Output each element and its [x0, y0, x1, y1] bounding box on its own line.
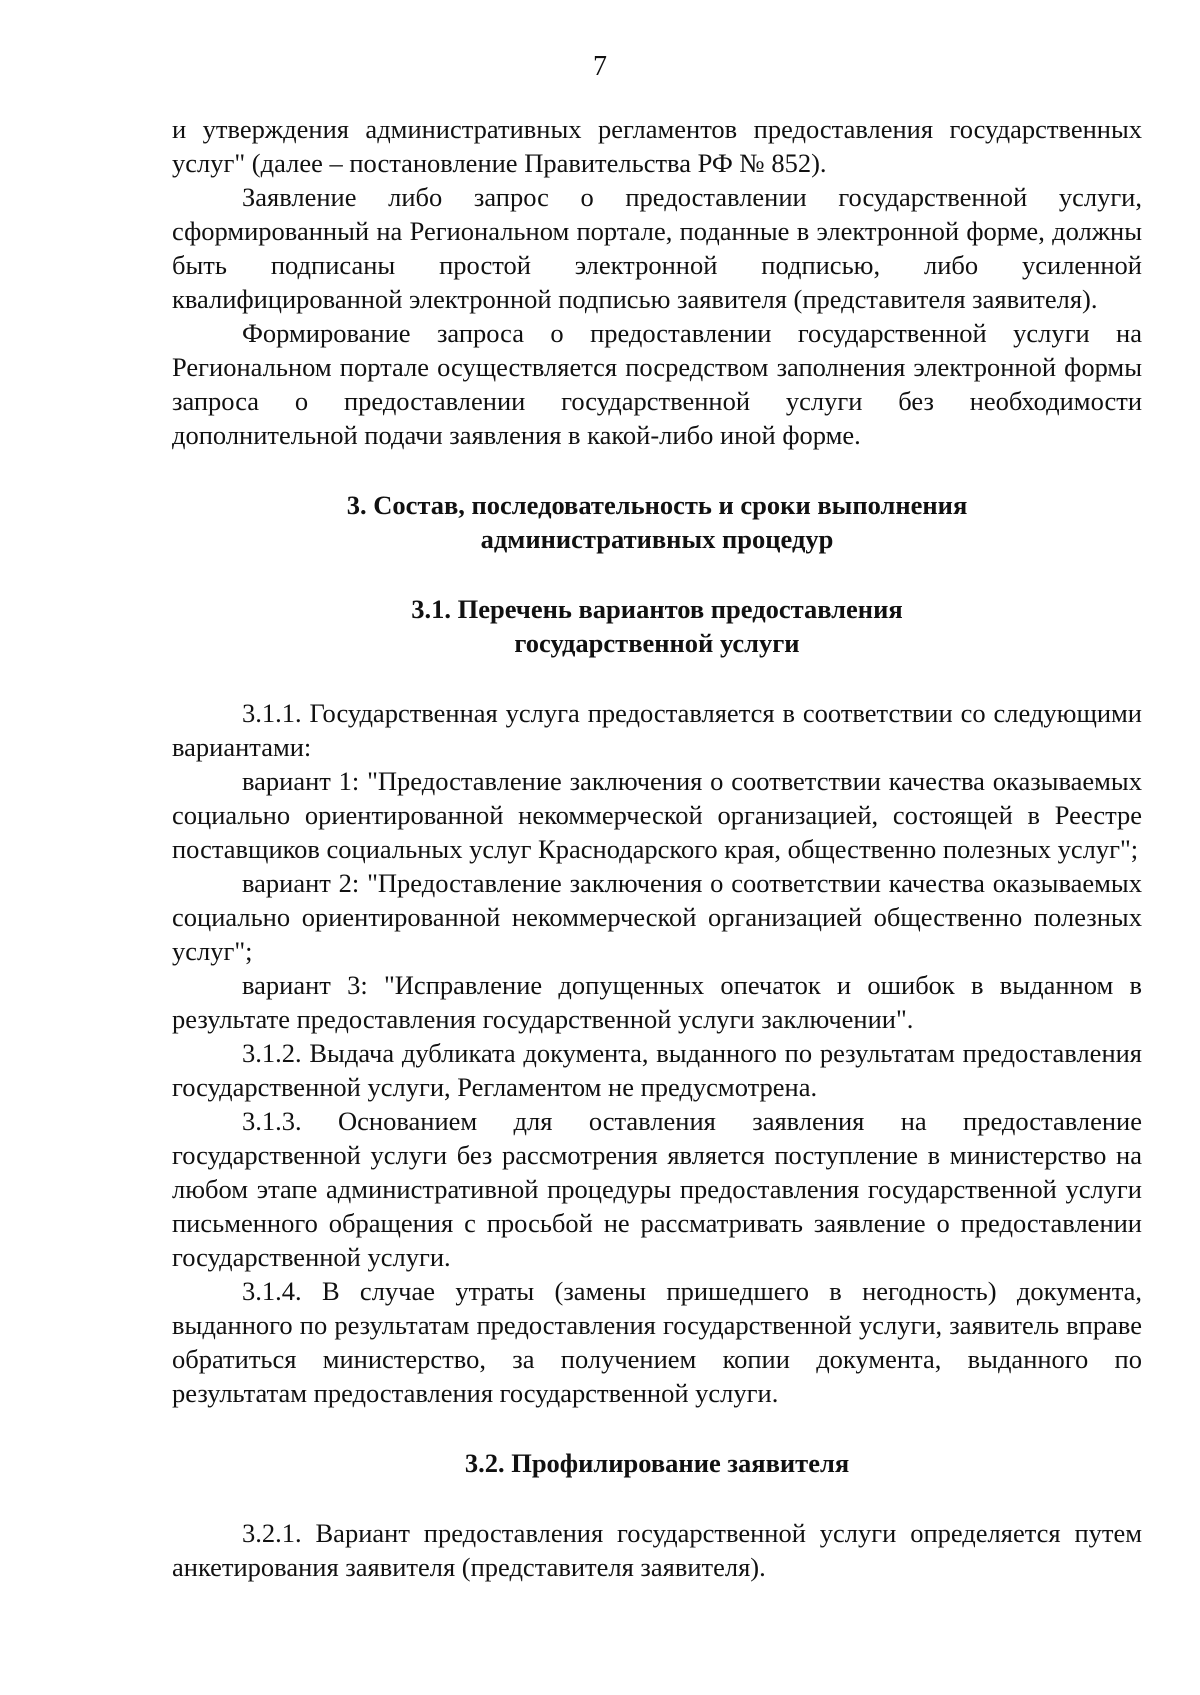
intro-paragraph-3: Формирование запроса о предоставлении государственной услуги на Региональном портале осуществляется посредством заполнения электронной формы запроса о предоставлении государственной услуги без необходимости дополнительной подачи заявления в какой-либо иной форме.: [172, 318, 1142, 450]
page-number: 7: [593, 51, 607, 82]
paragraph-3-1-2: 3.1.2. Выдача дубликата документа, выданного по результатам предоставления государственной услуги, Регламентом не предусмотрена.: [172, 1038, 1142, 1102]
section-3-1-heading: [172, 592, 1142, 660]
section-3-heading: [172, 488, 1142, 556]
document-body: [172, 112, 1142, 1584]
section-3-2-heading: 3.2. Профилирование заявителя: [464, 1448, 850, 1478]
variant-1: вариант 1: "Предоставление заключения о соответствии качества оказываемых социально ориентированной некоммерческой организацией, состоящей в Реестре поставщиков социальных услуг Краснодарского края, общественно полезных услуг";: [172, 766, 1142, 864]
paragraph-3-1-1: 3.1.1. Государственная услуга предоставляется в соответствии со следующими вариантами:: [172, 698, 1142, 762]
section-3-heading-line2: административных процедур: [480, 524, 834, 554]
paragraph-3-1-4: 3.1.4. В случае утраты (замены пришедшего в негодность) документа, выданного по результатам предоставления государственной услуги, заявитель вправе обратиться министерство, за получением копии документа, выданного по результатам предоставления государственной услуги.: [172, 1276, 1142, 1408]
variant-2: вариант 2: "Предоставление заключения о соответствии качества оказываемых социально ориентированной некоммерческой организацией общественно полезных услуг";: [172, 868, 1142, 966]
section-3-1-heading-line1: 3.1. Перечень вариантов предоставления: [411, 594, 903, 624]
paragraph-3-2-1: 3.2.1. Вариант предоставления государственной услуги определяется путем анкетирования заявителя (представителя заявителя).: [172, 1518, 1142, 1582]
section-3-heading-line1: 3. Состав, последовательность и сроки выполнения: [346, 490, 968, 520]
intro-paragraph-1: и утверждения административных регламентов предоставления государственных услуг" (далее – постановление Правительства РФ № 852).: [172, 114, 1142, 178]
paragraph-3-1-3: 3.1.3. Основанием для оставления заявления на предоставление государственной услуги без рассмотрения является поступление в министерство на любом этапе административной процедуры предоставления государственной услуги письменного обращения с просьбой не рассматривать заявление о предоставлении государственной услуги.: [172, 1106, 1142, 1272]
variant-3: вариант 3: "Исправление допущенных опечаток и ошибок в выданном в результате предоставления государственной услуги заключении".: [172, 970, 1142, 1034]
section-3-1-heading-line2: государственной услуги: [514, 628, 800, 658]
intro-paragraph-2: Заявление либо запрос о предоставлении государственной услуги, сформированный на Региональном портале, поданные в электронной форме, должны быть подписаны простой электронной подписью, либо усиленной квалифицированной электронной подписью заявителя (представителя заявителя).: [172, 182, 1142, 314]
